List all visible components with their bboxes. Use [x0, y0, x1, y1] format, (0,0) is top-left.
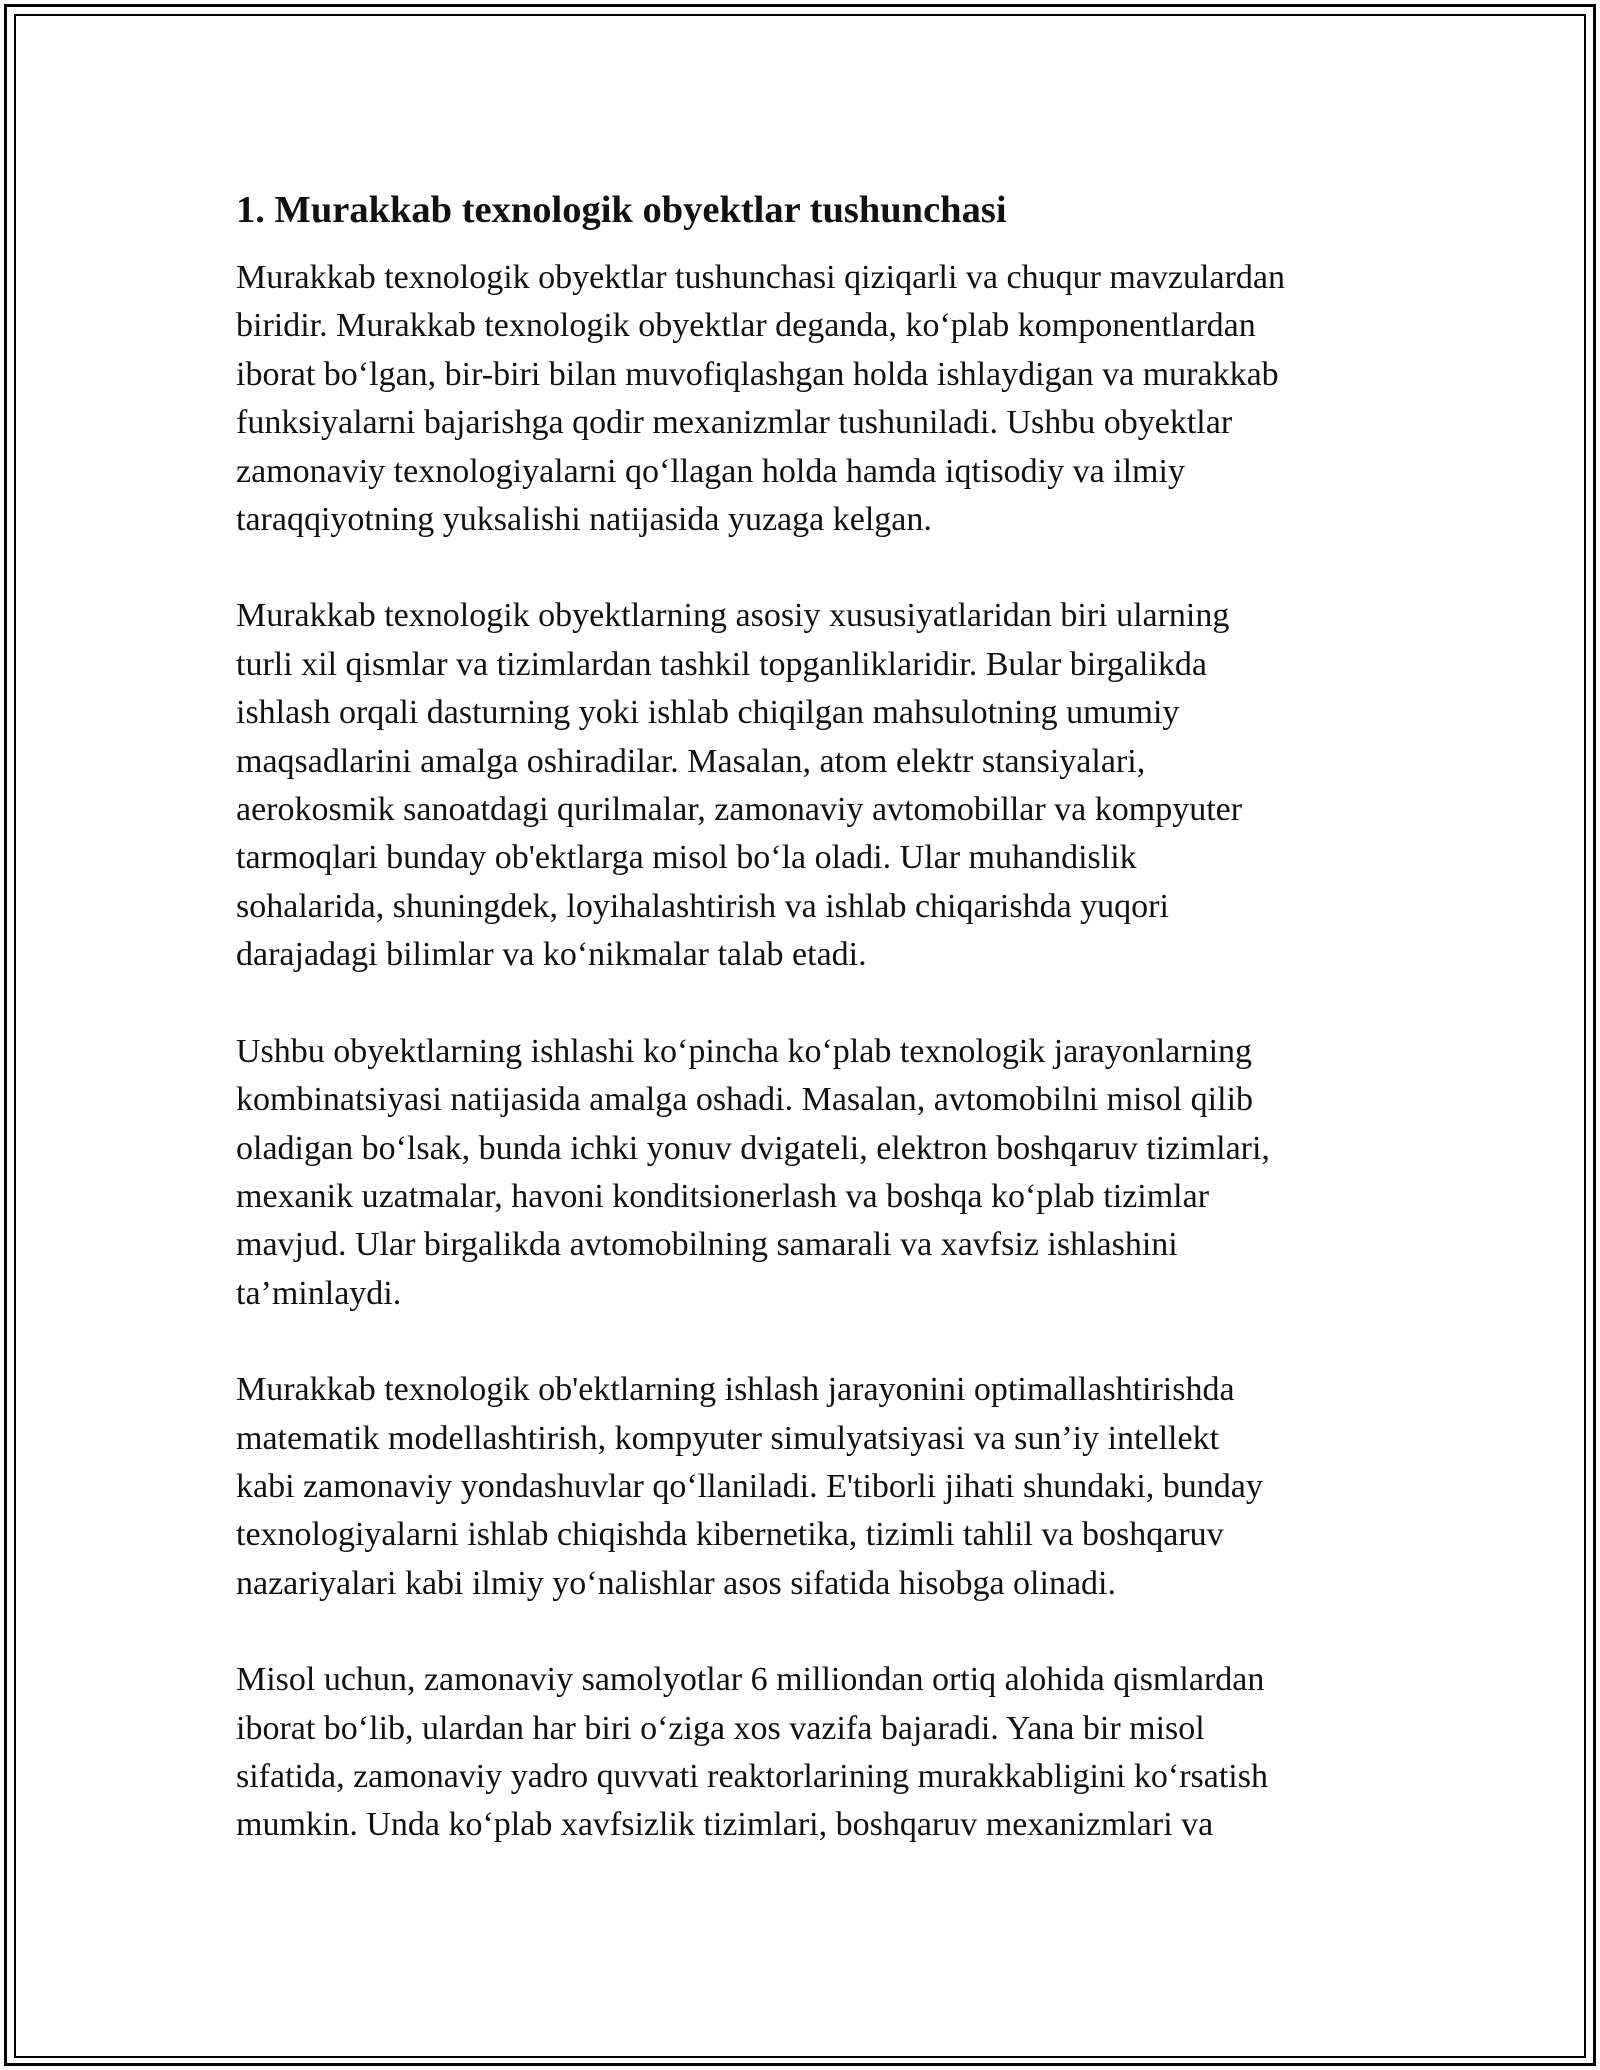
text-line: iborat bo‘lib, ulardan har biri o‘ziga xos vazifa bajaradi. Yana bir misol [236, 1709, 1205, 1747]
paragraph-3 [236, 1028, 1376, 1318]
text-line: mexanik uzatmalar, havoni konditsionerlash va boshqa ko‘plab tizimlar [236, 1177, 1210, 1215]
section-heading: 1. Murakkab texnologik obyektlar tushunchasi [236, 189, 1007, 231]
text-line: taraqqiyotning yuksalishi natijasida yuzaga kelgan. [236, 501, 932, 539]
paragraph-4 [236, 1366, 1376, 1608]
text-line: aerokosmik sanoatdagi qurilmalar, zamonaviy avtomobillar va kompyuter [236, 791, 1243, 829]
text-line: texnologiyalarni ishlab chiqishda kibernetika, tizimli tahlil va boshqaruv [236, 1516, 1224, 1554]
text-line: Murakkab texnologik ob'ektlarning ishlash jarayonini optimallashtirishda [236, 1371, 1235, 1409]
text-line: biridir. Murakkab texnologik obyektlar deganda, ko‘plab komponentlardan [236, 307, 1256, 345]
text-line: ishlash orqali dasturning yoki ishlab chiqilgan mahsulotning umumiy [236, 694, 1180, 732]
text-line: Ushbu obyektlarning ishlashi ko‘pincha ko‘plab texnologik jarayonlarning [236, 1032, 1253, 1070]
paragraph-2 [236, 592, 1376, 979]
text-line: turli xil qismlar va tizimlardan tashkil topganliklaridir. Bular birgalikda [236, 645, 1208, 683]
paragraph-5 [236, 1656, 1376, 1850]
text-line: kombinatsiyasi natijasida amalga oshadi. Masalan, avtomobilni misol qilib [236, 1081, 1254, 1119]
text-line: zamonaviy texnologiyalarni qo‘llagan holda hamda iqtisodiy va ilmiy [236, 452, 1185, 490]
document-body [236, 186, 1376, 1898]
paragraph-1 [236, 254, 1376, 544]
text-line: tarmoqlari bunday ob'ektlarga misol bo‘la oladi. Ular muhandislik [236, 839, 1137, 877]
text-line: matematik modellashtirish, kompyuter simulyatsiyasi va sun’iy intellekt [236, 1419, 1220, 1457]
text-line: maqsadlarini amalga oshiradilar. Masalan, atom elektr stansiyalari, [236, 742, 1146, 780]
text-line: Murakkab texnologik obyektlar tushunchasi qiziqarli va chuqur mavzulardan [236, 259, 1285, 296]
text-line: iborat bo‘lgan, bir-biri bilan muvofiqlashgan holda ishlaydigan va murakkab [236, 355, 1279, 393]
text-line: Misol uchun, zamonaviy samolyotlar 6 milliondan ortiq alohida qismlardan [236, 1661, 1265, 1699]
text-line: sifatida, zamonaviy yadro quvvati reaktorlarining murakkabligini ko‘rsatish [236, 1757, 1268, 1795]
text-line: sohalarida, shuningdek, loyihalashtirish va ishlab chiqarishda yuqori [236, 887, 1169, 925]
text-line: mumkin. Unda ko‘plab xavfsizlik tizimlari, boshqaruv mexanizmlari va [236, 1806, 1214, 1844]
text-line: nazariyalari kabi ilmiy yo‘nalishlar asos sifatida hisobga olinadi. [236, 1564, 1116, 1602]
text-line: darajadagi bilimlar va ko‘nikmalar talab etadi. [236, 936, 867, 974]
text-line: kabi zamonaviy yondashuvlar qo‘llaniladi. E'tiborli jihati shundaki, bunday [236, 1467, 1263, 1505]
text-line: ta’minlaydi. [236, 1274, 402, 1312]
text-line: mavjud. Ular birgalikda avtomobilning samarali va xavfsiz ishlashini [236, 1226, 1178, 1264]
text-line: Murakkab texnologik obyektlarning asosiy xususiyatlaridan biri ularning [236, 597, 1230, 635]
text-line: funksiyalarni bajarishga qodir mexanizmlar tushuniladi. Ushbu obyektlar [236, 404, 1233, 442]
text-line: oladigan bo‘lsak, bunda ichki yonuv dvigateli, elektron boshqaruv tizimlari, [236, 1129, 1270, 1167]
